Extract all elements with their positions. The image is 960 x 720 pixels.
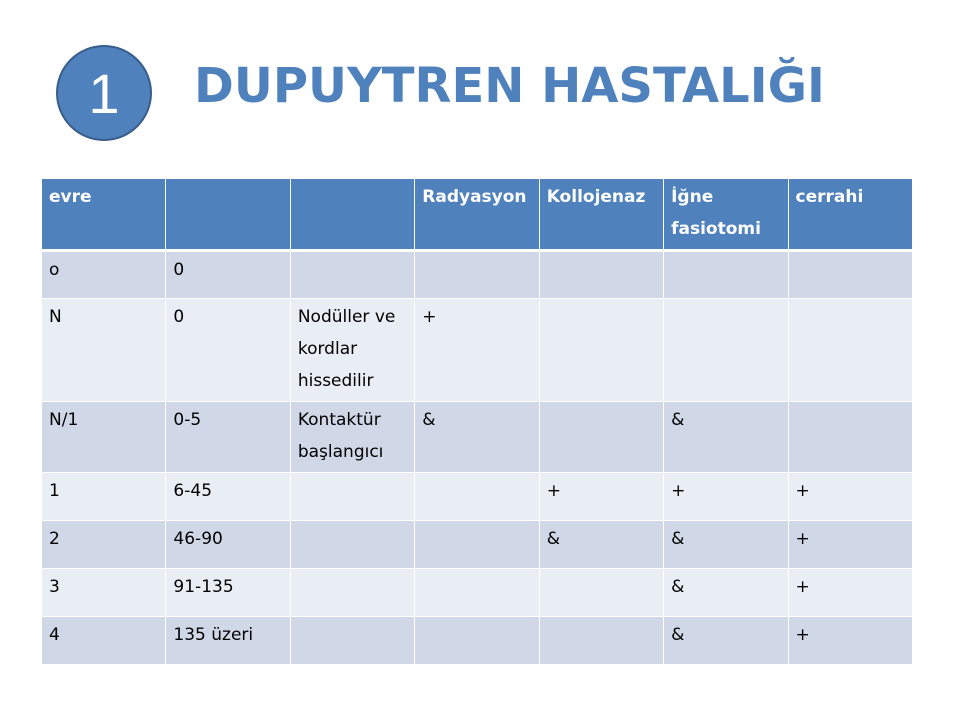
table-cell <box>415 251 539 299</box>
table-row <box>42 473 913 521</box>
table-cell: + <box>788 569 912 617</box>
header-blank-2 <box>290 179 414 251</box>
stages-table <box>41 178 913 665</box>
slide-number: 1 <box>88 61 120 125</box>
table-cell: 2 <box>42 521 166 569</box>
table-cell: & <box>664 521 788 569</box>
header-evre: evre <box>42 179 166 251</box>
table-row <box>42 299 913 402</box>
table-cell: 91-135 <box>166 569 290 617</box>
table-cell: o <box>42 251 166 299</box>
table-cell: 0 <box>166 251 290 299</box>
table-cell: & <box>664 402 788 473</box>
table-cell: 0-5 <box>166 402 290 473</box>
table-cell <box>664 299 788 402</box>
table-cell: + <box>788 521 912 569</box>
table-cell <box>539 617 663 665</box>
header-igne-fasiotomi: İğne fasiotomi <box>664 179 788 251</box>
table-cell <box>539 402 663 473</box>
table-cell: 3 <box>42 569 166 617</box>
table-cell: + <box>539 473 663 521</box>
table-cell <box>415 473 539 521</box>
table-cell: Kontaktür başlangıcı <box>290 402 414 473</box>
table-cell <box>290 521 414 569</box>
table-cell: & <box>539 521 663 569</box>
table-cell <box>539 251 663 299</box>
table-row <box>42 402 913 473</box>
table-cell: + <box>664 473 788 521</box>
table-row <box>42 251 913 299</box>
table-cell <box>788 402 912 473</box>
table-cell: & <box>415 402 539 473</box>
table-cell: + <box>788 473 912 521</box>
table-cell: 1 <box>42 473 166 521</box>
table-cell: N <box>42 299 166 402</box>
table-row <box>42 569 913 617</box>
table-cell <box>290 569 414 617</box>
table-cell: N/1 <box>42 402 166 473</box>
slide-title: DUPUYTREN HASTALIĞI <box>194 58 825 114</box>
table-cell <box>415 617 539 665</box>
table-cell: 0 <box>166 299 290 402</box>
header-radyasyon: Radyasyon <box>415 179 539 251</box>
table-cell: & <box>664 617 788 665</box>
table-cell <box>415 521 539 569</box>
slide-number-badge <box>56 45 152 141</box>
table-cell: & <box>664 569 788 617</box>
table-cell: + <box>415 299 539 402</box>
table-cell <box>539 299 663 402</box>
header-blank-1 <box>166 179 290 251</box>
header-cerrahi: cerrahi <box>788 179 912 251</box>
table-row <box>42 521 913 569</box>
header-kollojenaz: Kollojenaz <box>539 179 663 251</box>
table-cell <box>290 473 414 521</box>
table-cell <box>788 299 912 402</box>
table-header-row <box>42 179 913 251</box>
table-cell: Nodüller ve kordlar hissedilir <box>290 299 414 402</box>
table-cell <box>539 569 663 617</box>
table-cell <box>290 251 414 299</box>
table-cell <box>290 617 414 665</box>
table-cell: 6-45 <box>166 473 290 521</box>
table-cell <box>664 251 788 299</box>
table-cell <box>415 569 539 617</box>
table-cell: 135 üzeri <box>166 617 290 665</box>
table-row <box>42 617 913 665</box>
table-cell: + <box>788 617 912 665</box>
table-cell: 46-90 <box>166 521 290 569</box>
table-cell: 4 <box>42 617 166 665</box>
table-cell <box>788 251 912 299</box>
